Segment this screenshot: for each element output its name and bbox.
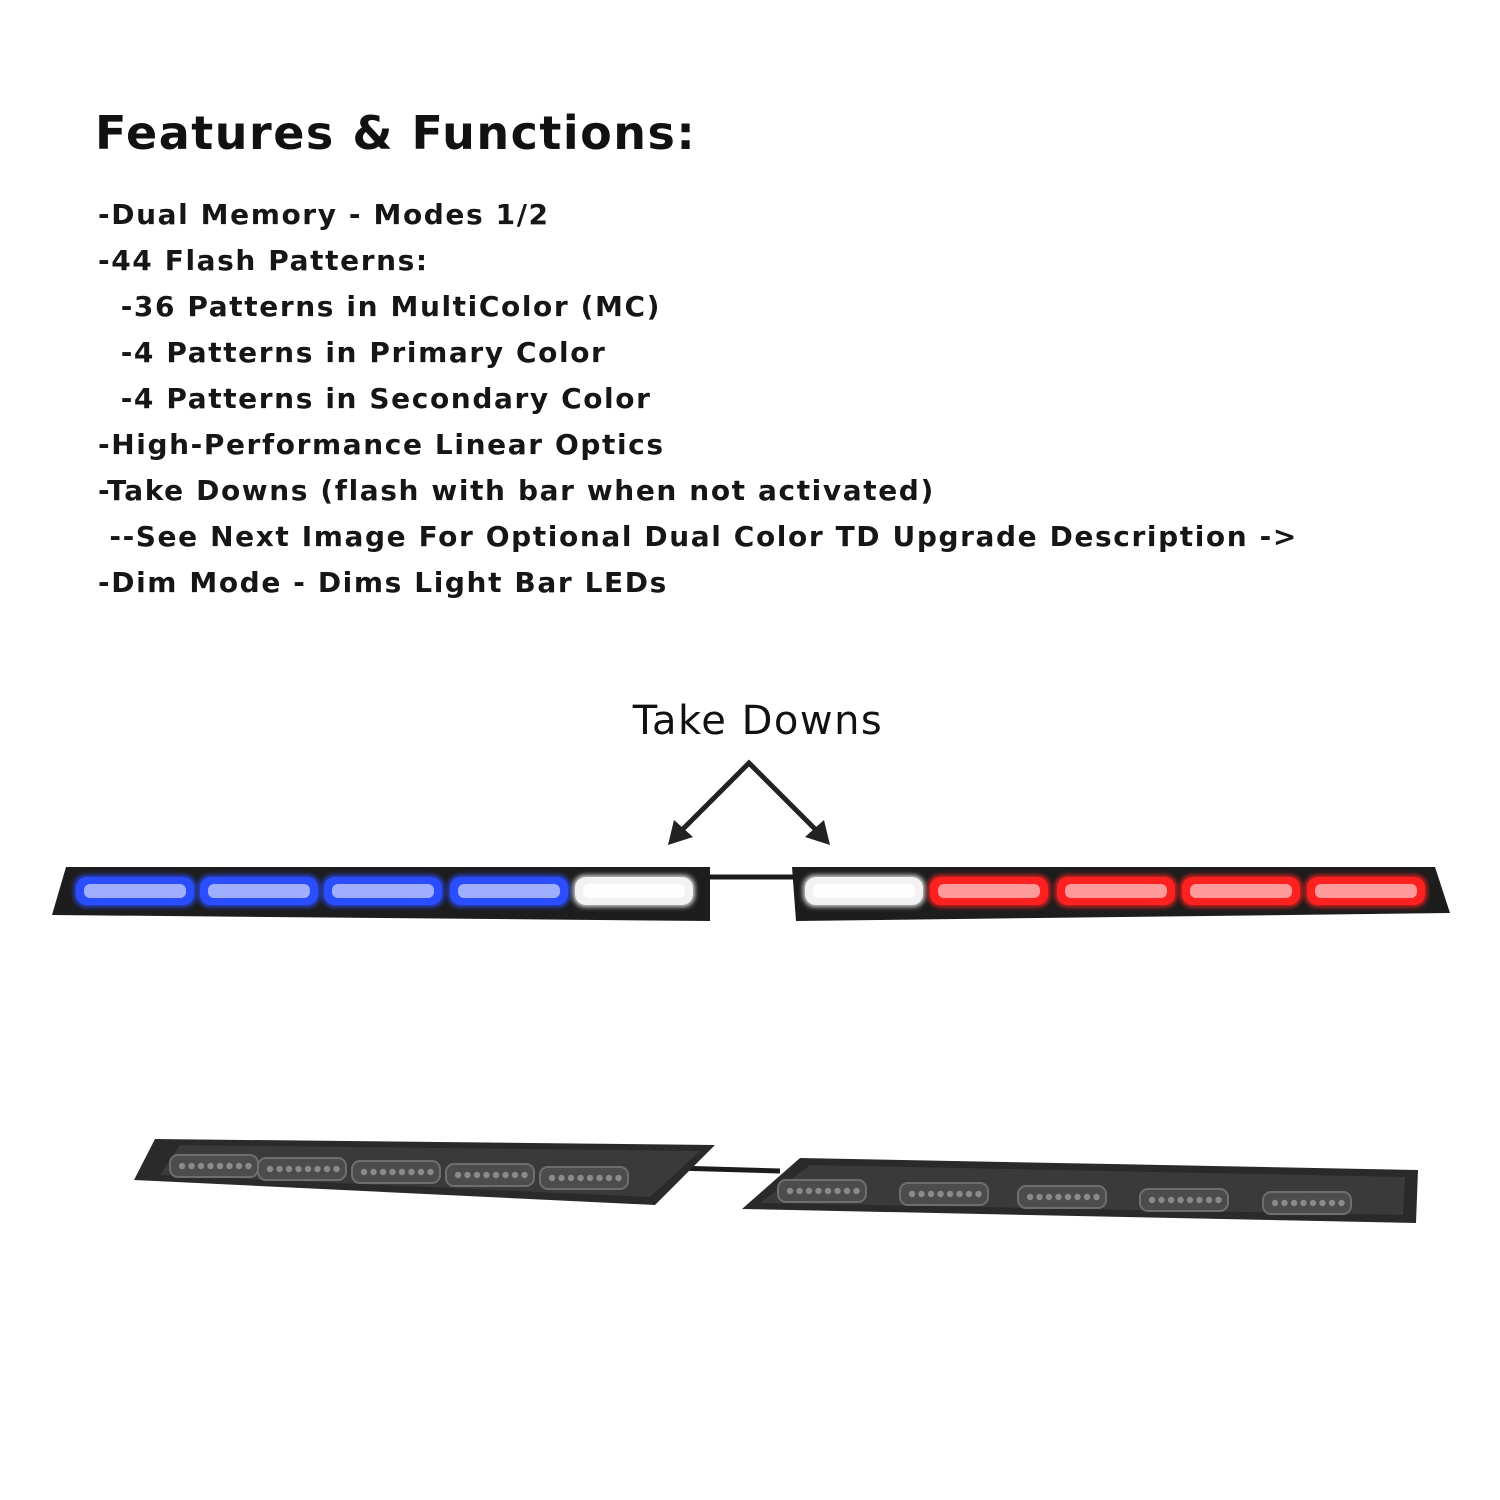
feature-item: -4 Patterns in Secondary Color [98,382,652,415]
take-downs-arrows [660,755,840,850]
light-segment-red [1055,875,1177,907]
unlit-light-bar [120,1125,1440,1245]
feature-item: -Dim Mode - Dims Light Bar LEDs [98,566,668,599]
features-list [98,192,1298,606]
light-segment-red [1180,875,1302,907]
take-downs-label: Take Downs [632,698,884,744]
feature-item: -36 Patterns in MultiColor (MC) [98,290,662,323]
unlit-light-segment [258,1158,346,1180]
unlit-light-segment [1018,1186,1106,1208]
unlit-light-segment [352,1161,440,1183]
feature-item: --See Next Image For Optional Dual Color TD Upgrade Description -> [98,520,1298,553]
feature-item: -Take Downs (flash with bar when not activated) [98,474,935,507]
light-segment-white [803,875,925,907]
light-segment-blue [448,875,570,907]
unlit-light-segment [446,1164,534,1186]
light-segment-blue [198,875,320,907]
feature-item: -Dual Memory - Modes 1/2 [98,198,550,231]
unlit-light-segment [540,1167,628,1189]
unlit-light-segment [1140,1189,1228,1211]
unlit-light-segment [170,1155,258,1177]
light-segment-blue [74,875,196,907]
light-segment-white [573,875,695,907]
light-segment-red [928,875,1050,907]
light-segment-blue [322,875,444,907]
unlit-light-segment [778,1180,866,1202]
features-heading: Features & Functions: [95,106,697,160]
feature-item: -44 Flash Patterns: [98,244,429,277]
unlit-light-segment [900,1183,988,1205]
unlit-light-segment [1263,1192,1351,1214]
lit-light-bar [40,855,1460,930]
feature-item: -High-Performance Linear Optics [98,428,665,461]
feature-item: -4 Patterns in Primary Color [98,336,607,369]
light-segment-red [1305,875,1427,907]
